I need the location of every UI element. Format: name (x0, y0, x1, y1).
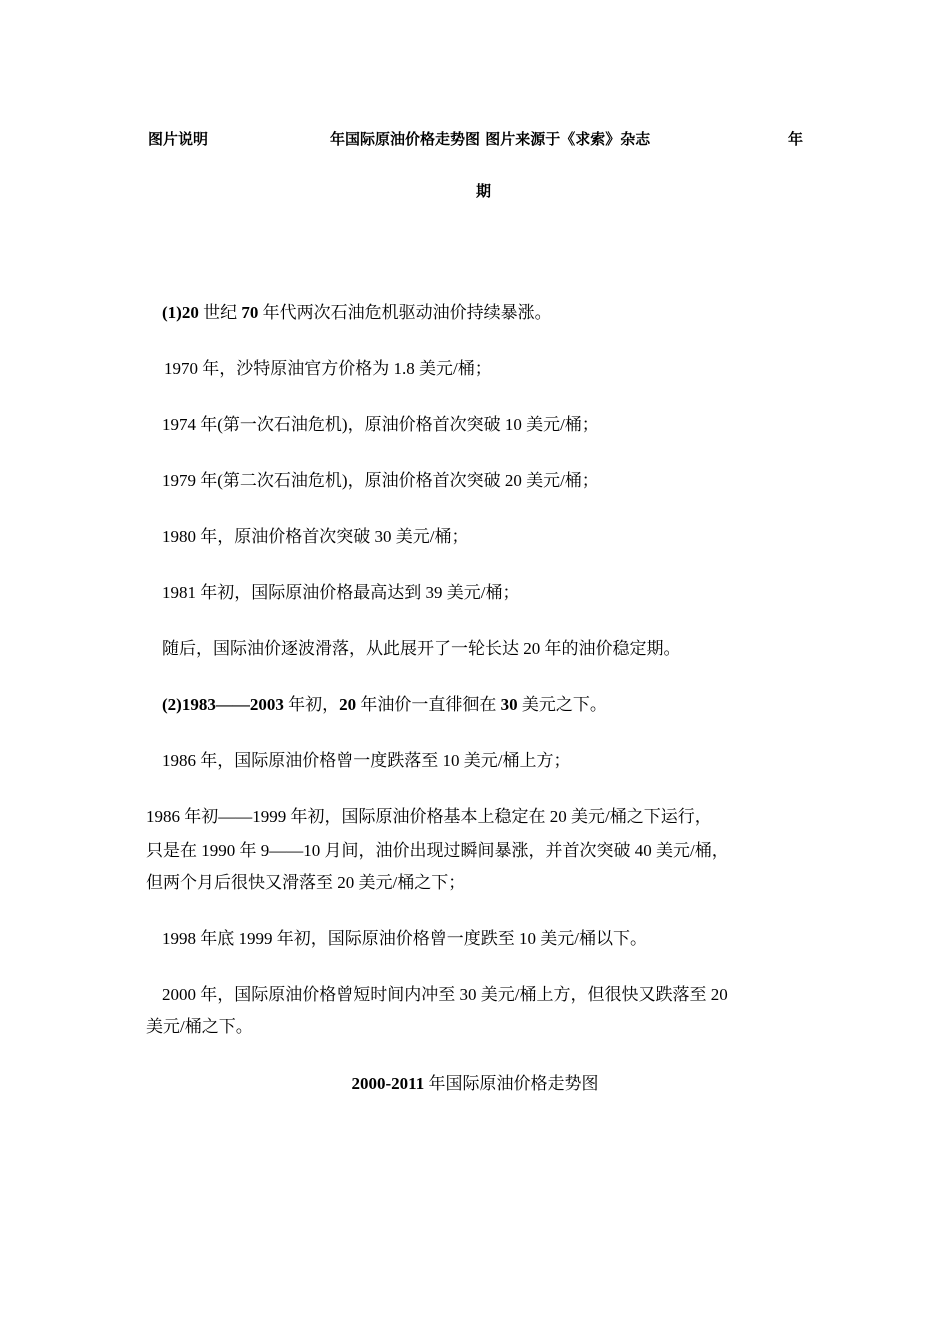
image-caption (148, 128, 808, 152)
caption-title: 年国际原油价格走势图 图片来源于《求索》杂志 (330, 130, 651, 148)
section2-item-line: 只是在 1990 年 9——10 月间，油价出现过瞬间暴涨，并首次突破 40 美元/桶， (146, 841, 729, 860)
section1-heading-rest: 年代两次石油危机驱动油价持续暴涨。 (258, 303, 552, 322)
section2-heading-mid2: 年油价一直徘徊在 (356, 695, 501, 714)
section2-item-line: 美元/桶之下。 (146, 1017, 253, 1036)
section1-item: 随后，国际油价逐波滑落，从此展开了一轮长达 20 年的油价稳定期。 (162, 639, 681, 658)
caption-year: 年 (788, 130, 804, 148)
caption-period: 期 (476, 182, 492, 200)
section1-item: 1980 年，原油价格首次突破 30 美元/桶； (162, 527, 469, 546)
section1-heading-bold2: 70 (241, 303, 259, 322)
section2-heading-rest: 美元之下。 (517, 695, 607, 714)
section2-item: 1998 年底 1999 年初，国际原油价格曾一度跌至 10 美元/桶以下。 (162, 929, 647, 948)
section1-heading (162, 298, 826, 327)
section1-item: 1970 年，沙特原油官方价格为 1.8 美元/桶； (164, 359, 492, 378)
section2-heading-bold3: 30 (500, 695, 518, 714)
section2-heading (162, 690, 826, 719)
section2-heading-bold1: (2)1983——2003 (162, 695, 284, 714)
section1-item: 1974 年(第一次石油危机)，原油价格首次突破 10 美元/桶； (162, 415, 599, 434)
section1-item: 1981 年初，国际原油价格最高达到 39 美元/桶； (162, 583, 520, 602)
section1-heading-mid: 世纪 (198, 303, 242, 322)
section2-heading-bold2: 20 (339, 695, 357, 714)
section1-item: 1979 年(第二次石油危机)，原油价格首次突破 20 美元/桶； (162, 471, 599, 490)
caption-label: 图片说明 (148, 130, 209, 148)
section1-heading-bold1: (1)20 (162, 303, 199, 322)
figure-title (0, 1072, 950, 1096)
section2-item-line: 2000 年，国际原油价格曾短时间内冲至 30 美元/桶上方，但很快又跌落至 20 (162, 985, 728, 1004)
section2-item: 1986 年，国际原油价格曾一度跌落至 10 美元/桶上方； (162, 751, 571, 770)
section2-heading-mid1: 年初， (283, 695, 340, 714)
figure-title-bold: 2000-2011 (351, 1074, 425, 1093)
section2-item-line: 1986 年初——1999 年初，国际原油价格基本上稳定在 20 美元/桶之下运行， (146, 807, 712, 826)
figure-title-rest: 年国际原油价格走势图 (424, 1074, 599, 1093)
section2-item-line: 但两个月后很快又滑落至 20 美元/桶之下； (146, 873, 466, 892)
